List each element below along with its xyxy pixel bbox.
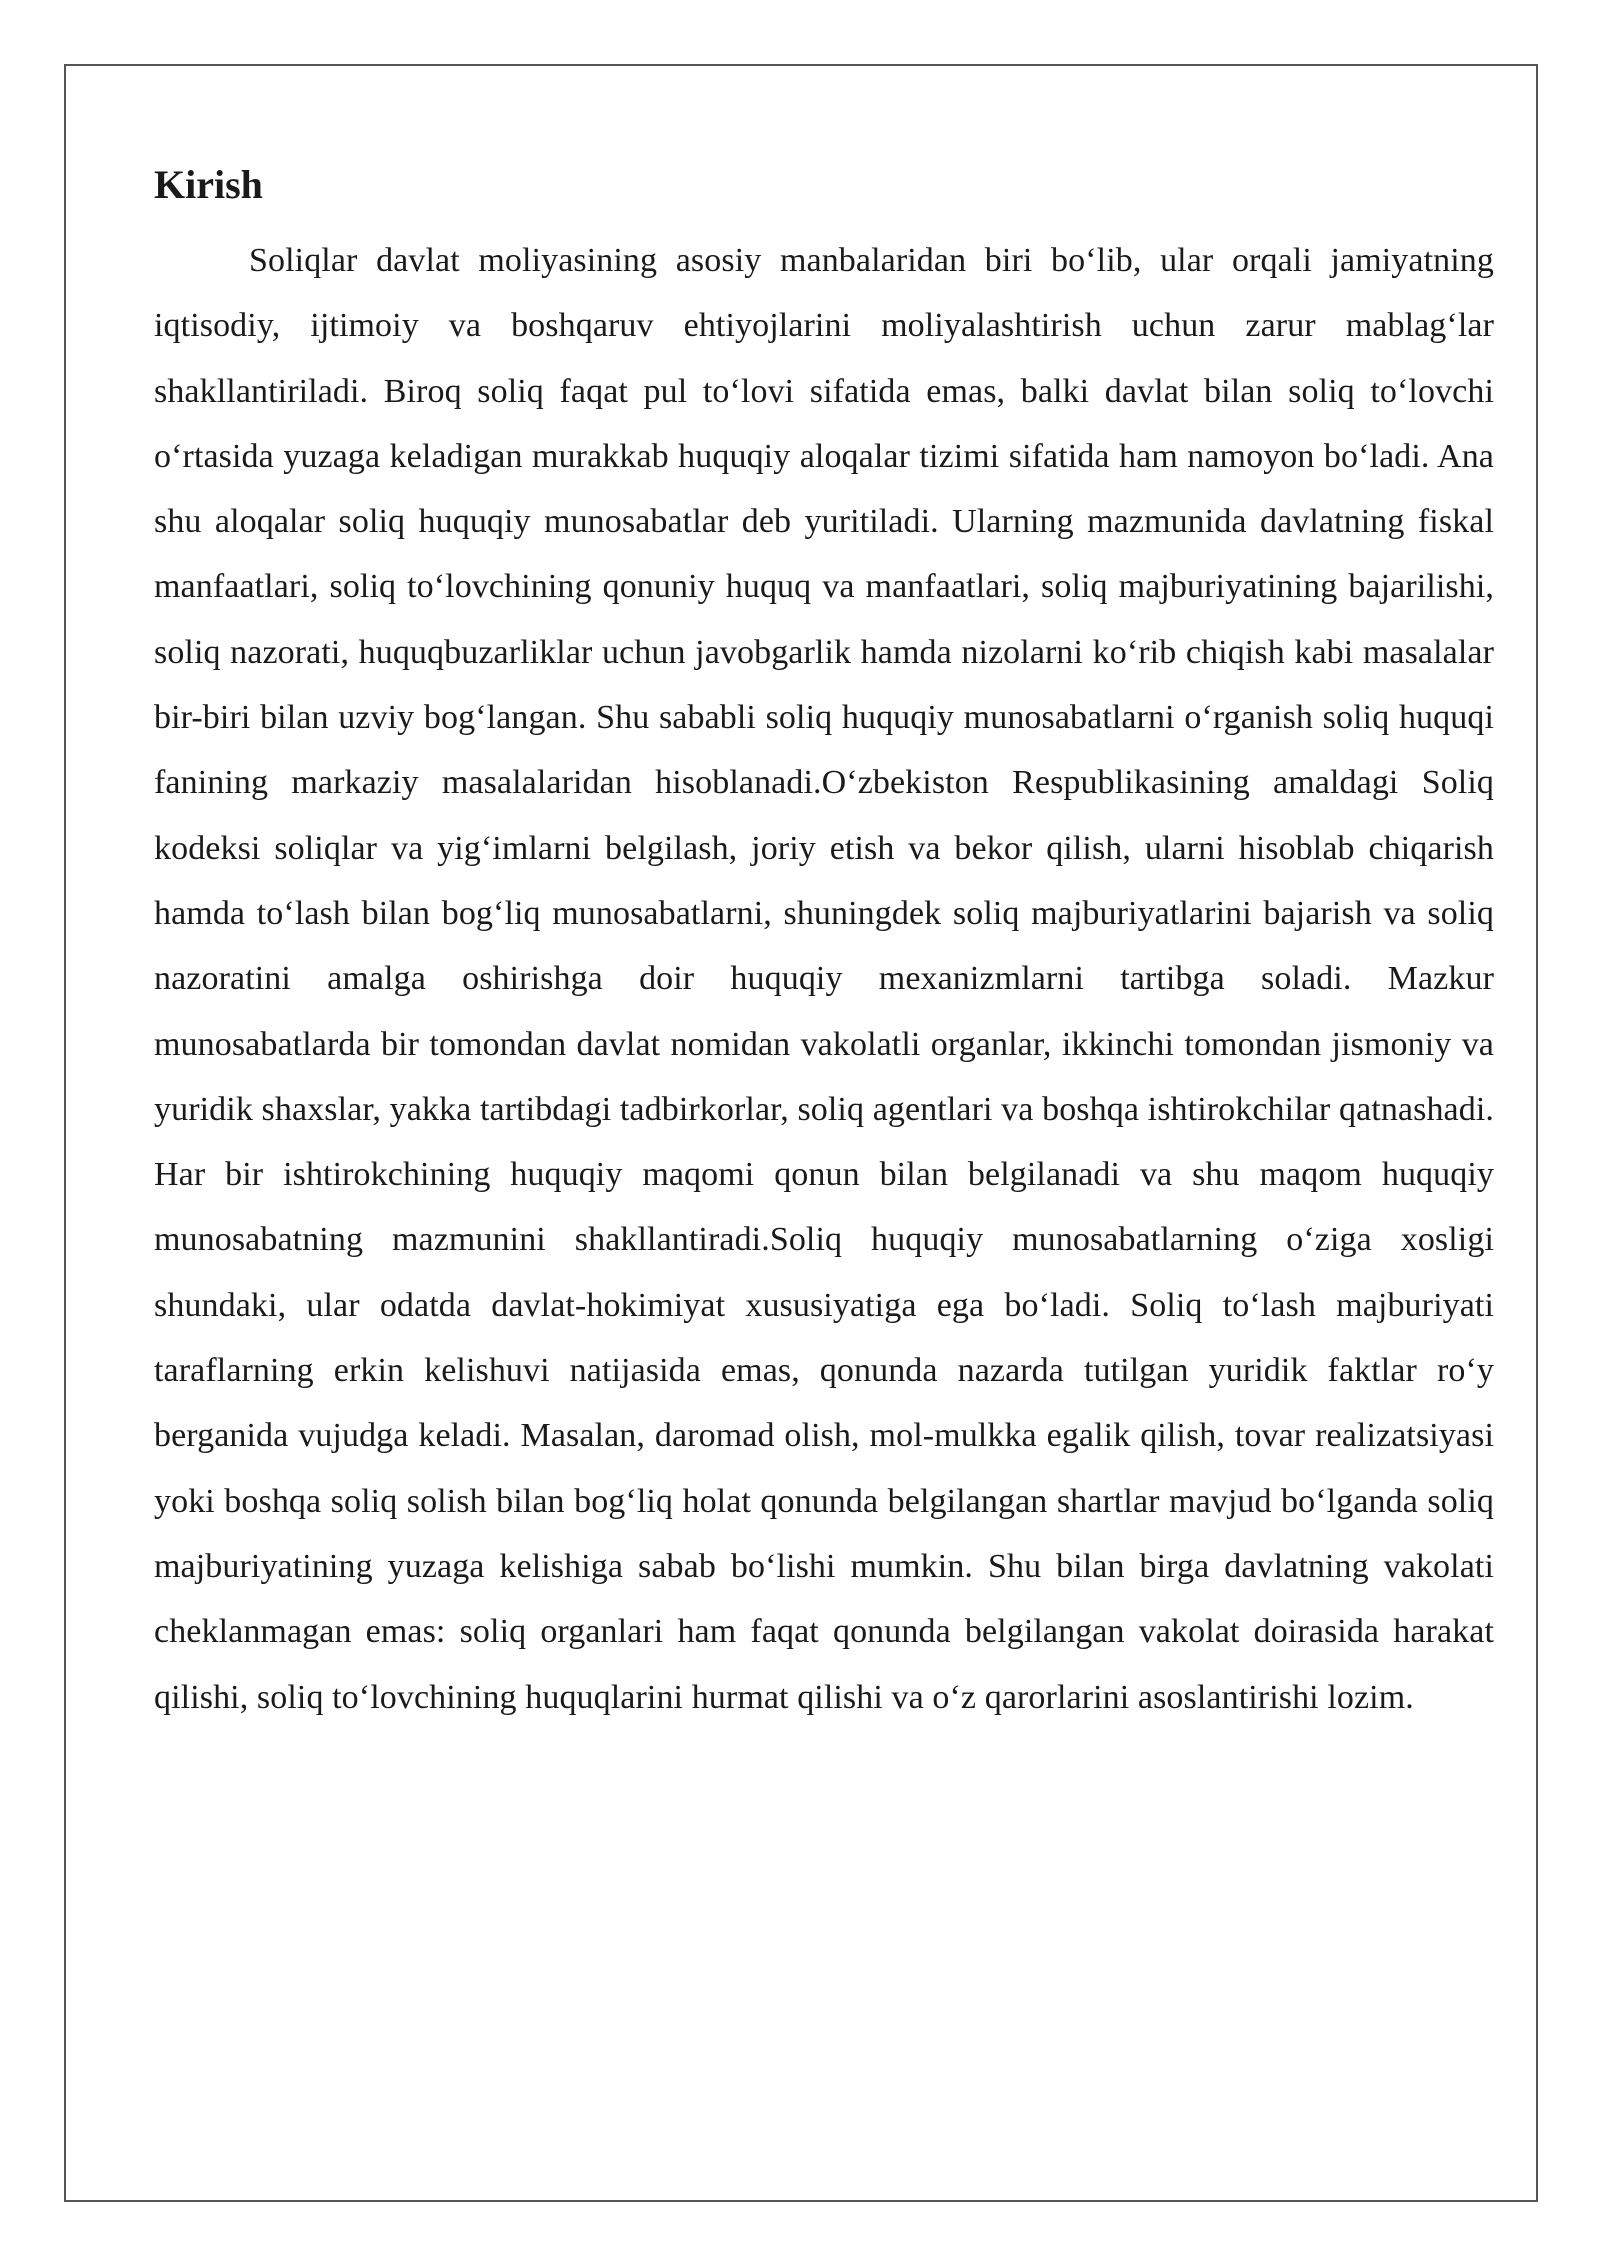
section-heading: Kirish (154, 162, 263, 207)
document-body (154, 152, 1494, 1730)
body-paragraph: Soliqlar davlat moliyasining asosiy manbalaridan biri bo‘lib, ular orqali jamiyatning iqtisodiy, ijtimoiy va boshqaruv ehtiyojlarini moliyalashtirish uchun zarur mablag‘lar shakllantiriladi. Biroq soliq faqat pul to‘lovi sifatida emas, balki davlat bilan soliq to‘lovchi o‘rtasida yuzaga keladigan murakkab huquqiy aloqalar tizimi sifatida ham namoyon bo‘ladi. Ana shu aloqalar soliq huquqiy munosabatlar deb yuritiladi. Ularning mazmunida davlatning fiskal manfaatlari, soliq to‘lovchining qonuniy huquq va manfaatlari, soliq majburiyatining bajarilishi, soliq nazorati, huquqbuzarliklar uchun javobgarlik hamda nizolarni ko‘rib chiqish kabi masalalar bir-biri bilan uzviy bog‘langan. Shu sababli soliq huquqiy munosabatlarni o‘rganish soliq huquqi fanining markaziy masalalaridan hisoblanadi.O‘zbekiston Respublikasining amaldagi Soliq kodeksi soliqlar va yig‘imlarni belgilash, joriy etish va bekor qilish, ularni hisoblab chiqarish hamda to‘lash bilan bog‘liq munosabatlarni, shuningdek soliq majburiyatlarini bajarish va soliq nazoratini amalga oshirishga doir huquqiy mexanizmlarni tartibga soladi. Mazkur munosabatlarda bir tomondan davlat nomidan vakolatli organlar, ikkinchi tomondan jismoniy va yuridik shaxslar, yakka tartibdagi tadbirkorlar, soliq agentlari va boshqa ishtirokchilar qatnashadi. Har bir ishtirokchining huquqiy maqomi qonun bilan belgilanadi va shu maqom huquqiy munosabatning mazmunini shakllantiradi.Soliq huquqiy munosabatlarning o‘ziga xosligi shundaki, ular odatda davlat-hokimiyat xususiyatiga ega bo‘ladi. Soliq to‘lash majburiyati taraflarning erkin kelishuvi natijasida emas, qonunda nazarda tutilgan yuridik faktlar ro‘y berganida vujudga keladi. Masalan, daromad olish, mol-mulkka egalik qilish, tovar realizatsiyasi yoki boshqa soliq solish bilan bog‘liq holat qonunda belgilangan shartlar mavjud bo‘lganda soliq majburiyatining yuzaga kelishiga sabab bo‘lishi mumkin. Shu bilan birga davlatning vakolati cheklanmagan emas: soliq organlari ham faqat qonunda belgilangan vakolat doirasida harakat qilishi, soliq to‘lovchining huquqlarini hurmat qilishi va o‘z qarorlarini asoslantirishi lozim. (154, 242, 1494, 1716)
page-frame (64, 64, 1538, 2202)
